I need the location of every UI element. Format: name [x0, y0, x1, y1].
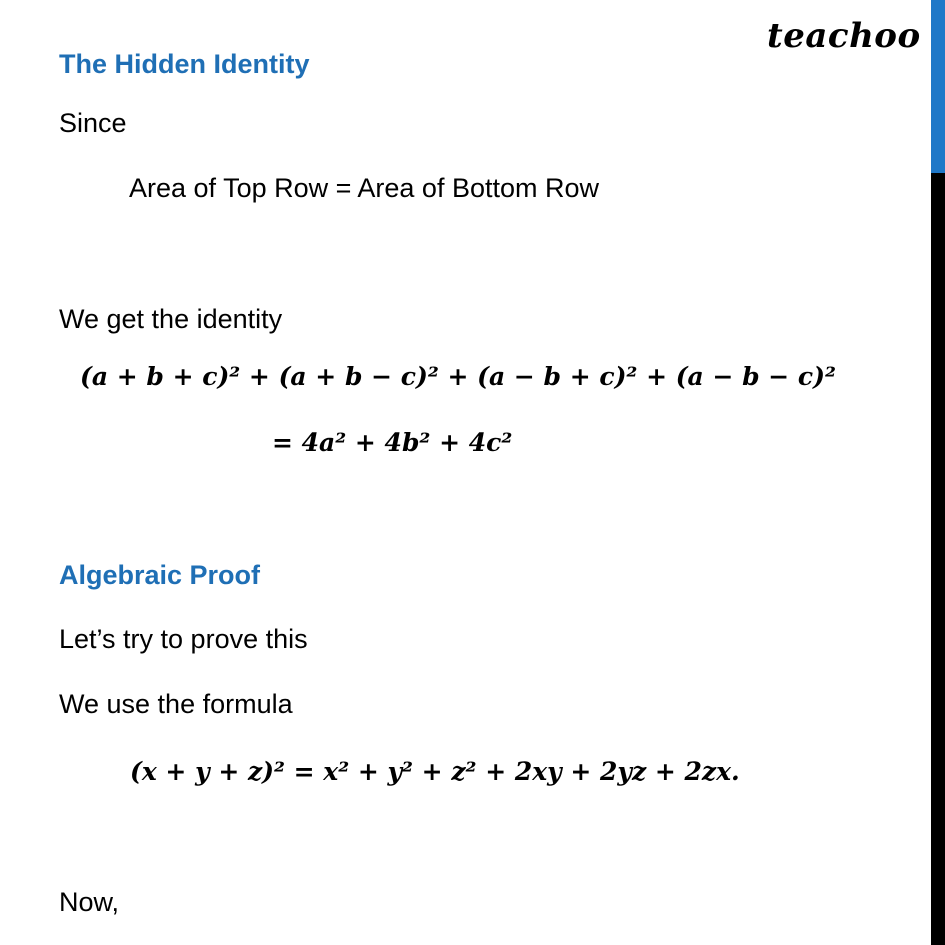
heading-hidden-identity: The Hidden Identity: [59, 49, 310, 79]
identity-equation-line1: (a + b + c)² + (a + b − c)² + (a − b + c)² + (a − b − c)²: [80, 362, 836, 391]
text-lets-try-prove: Let’s try to prove this: [59, 624, 308, 654]
text-we-use-formula: We use the formula: [59, 689, 293, 719]
teachoo-logo: teachoo: [767, 16, 921, 56]
sidebar-accent-bar: [931, 0, 945, 173]
text-now: Now,: [59, 887, 120, 917]
formula-expansion: (x + y + z)² = x² + y² + z² + 2xy + 2yz + 2zx.: [130, 757, 740, 786]
heading-algebraic-proof: Algebraic Proof: [59, 560, 261, 590]
text-since: Since: [59, 108, 127, 138]
text-area-equation: Area of Top Row = Area of Bottom Row: [129, 173, 599, 203]
identity-equation-line2: = 4a² + 4b² + 4c²: [272, 428, 513, 457]
text-we-get-identity: We get the identity: [59, 304, 283, 334]
